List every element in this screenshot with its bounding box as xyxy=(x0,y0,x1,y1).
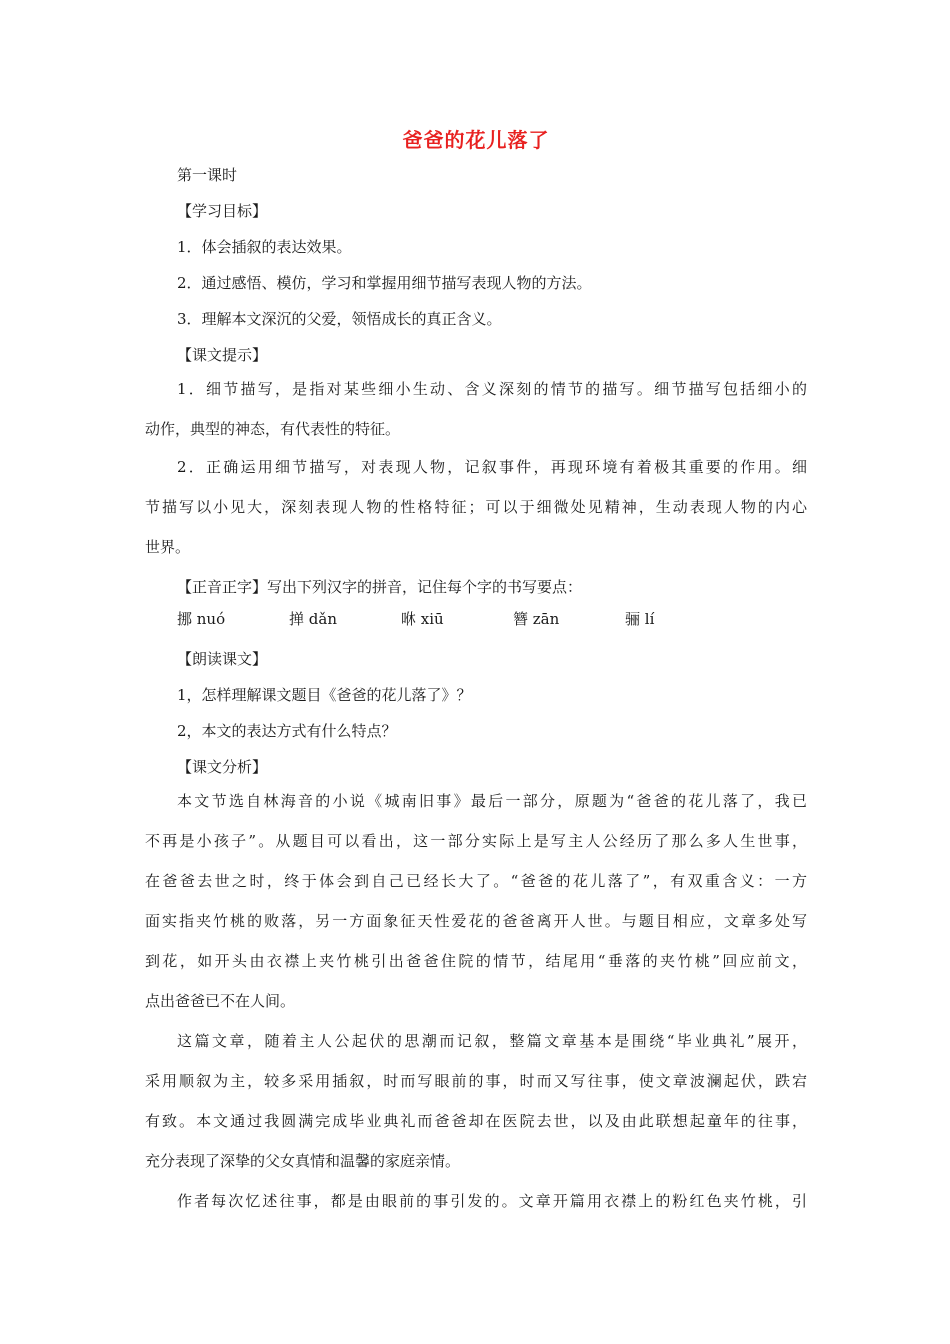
goal-item: 3．理解本文深沉的父爱，领悟成长的真正含义。 xyxy=(177,310,502,328)
analysis-paragraph-3: 作者每次忆述往事，都是由眼前的事引发的。文章开篇用衣襟上的粉红色夹竹桃，引 xyxy=(177,1192,807,1210)
goal-item: 1．体会插叙的表达效果。 xyxy=(177,238,352,256)
analysis-paragraph-2: 这篇文章，随着主人公起伏的思潮而记叙，整篇文章基本是围绕“毕业典礼”展开， 采用顺叙为主，较多采用插叙，时而写眼前的事，时而又写往事，使文章波澜起伏，跌宕 有致。本文通过我圆满完成毕业典礼而爸爸却在医院去世，以及由此联想起童年的往事， 充分表现了深挚的父女真情和温馨的家庭亲情。 xyxy=(145,1032,807,1170)
pinyin-item: 挪 nuó xyxy=(177,610,226,628)
page-title: 爸爸的花儿落了 xyxy=(402,128,550,152)
analysis-paragraph-1: 本文节选自林海音的小说《城南旧事》最后一部分，原题为“爸爸的花儿落了，我已 不再是小孩子”。从题目可以看出，这一部分实际上是写主人公经历了那么多人生世事， 在爸爸去世之时，终于体会到自己已经长大了。“爸爸的花儿落了”，有双重含义：一方 面实指夹竹桃的败落，另一方面象征天性爱花的爸爸离开人世。与题目相应，文章多处写 到花，如开头由衣襟上夹竹桃引出爸爸住院的情节，结尾用“垂落的夹竹桃”回应前文， 点出爸爸已不在人间。 xyxy=(145,792,807,1010)
hint-paragraph-2: 2．正确运用细节描写，对表现人物，记叙事件，再现环境有着极其重要的作用。细 节描写以小见大，深刻表现人物的性格特征；可以于细微处见精神，生动表现人物的内心 世界。 xyxy=(145,458,807,556)
analysis-heading: 【课文分析】 xyxy=(177,758,268,776)
lesson-label: 第一课时 xyxy=(177,166,238,184)
goal-item: 2．通过感悟、模仿，学习和掌握用细节描写表现人物的方法。 xyxy=(177,274,592,292)
hints-heading: 【课文提示】 xyxy=(177,346,268,364)
hint-paragraph-1: 1．细节描写，是指对某些细小生动、含义深刻的情节的描写。细节描写包括细小的 动作，典型的神态，有代表性的特征。 xyxy=(145,380,807,438)
pronounce-heading: 【正音正字】写出下列汉字的拼音，记住每个字的书写要点： xyxy=(177,578,583,596)
pinyin-item: 骊 lí xyxy=(625,610,655,628)
pinyin-item: 咻 xiū xyxy=(401,610,444,628)
question-item: 2，本文的表达方式有什么特点？ xyxy=(177,722,397,740)
goals-heading: 【学习目标】 xyxy=(177,202,268,220)
pinyin-item: 簪 zān xyxy=(513,610,560,628)
question-item: 1，怎样理解课文题目《爸爸的花儿落了》？ xyxy=(177,686,472,704)
reading-heading: 【朗读课文】 xyxy=(177,650,268,668)
pinyin-item: 掸 dǎn xyxy=(289,610,337,628)
